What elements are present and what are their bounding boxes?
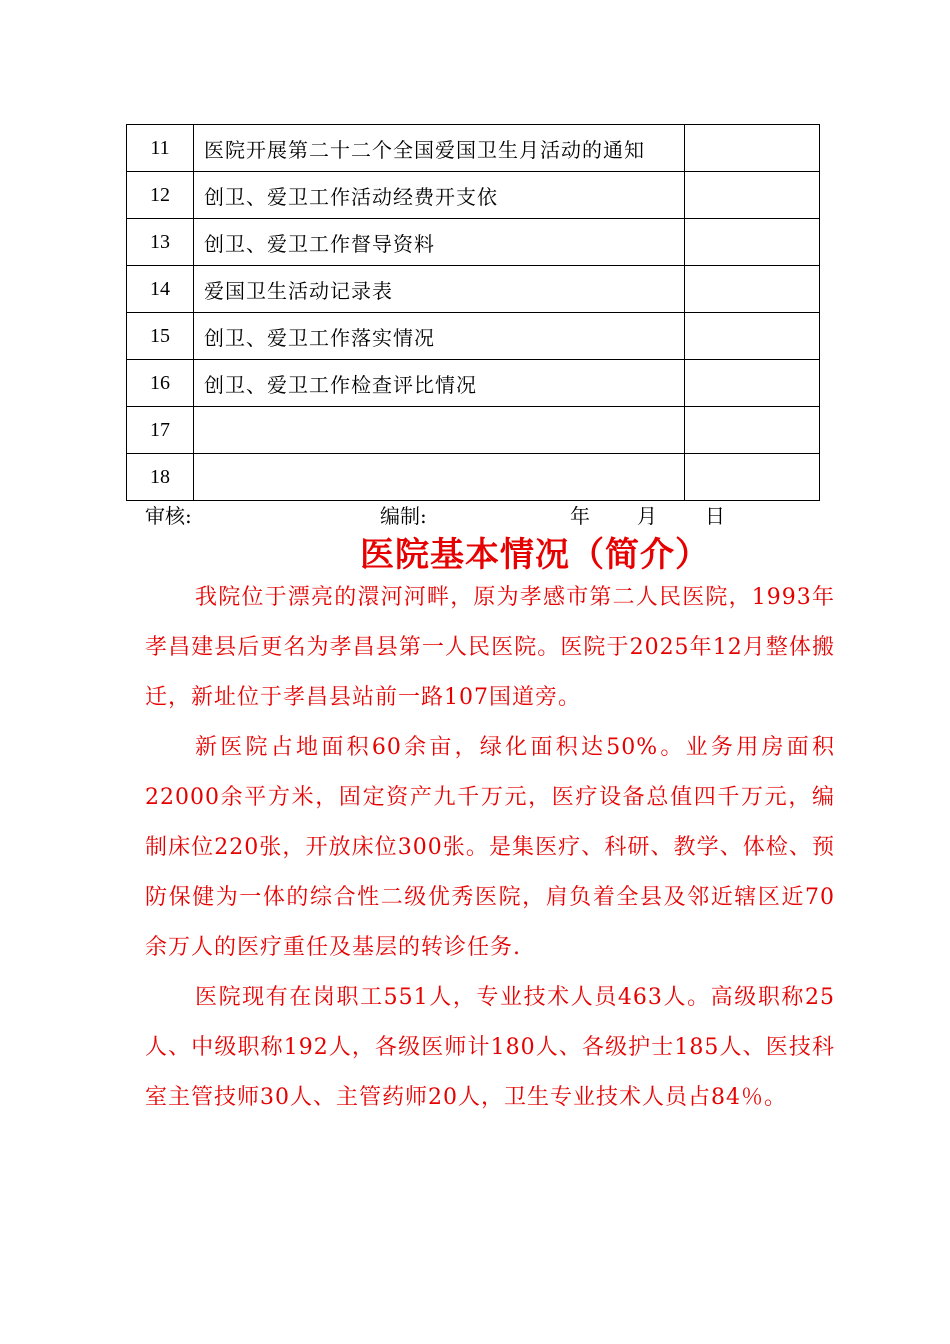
- row-item: 创卫、爱卫工作检查评比情况: [194, 360, 685, 407]
- row-number: 15: [127, 313, 194, 360]
- row-number: 13: [127, 219, 194, 266]
- intro-title: 医院基本情况（简介）: [360, 535, 710, 575]
- row-item: 创卫、爱卫工作督导资料: [194, 219, 685, 266]
- table-row: [127, 266, 820, 313]
- row-note: [685, 313, 820, 360]
- row-item: [194, 407, 685, 454]
- row-item: [194, 454, 685, 501]
- table-row: [127, 360, 820, 407]
- intro-paragraph: 医院现有在岗职工551人，专业技术人员463人。高级职称25人、中级职称192人，各级医师计180人、各级护士185人、医技科室主管技师30人、主管药师20人，卫生专业技术人员占84％。: [145, 985, 835, 1110]
- row-note: [685, 172, 820, 219]
- intro-paragraph: 新医院占地面积60余亩，绿化面积达50%。业务用房面积22000余平方米，固定资产九千万元，医疗设备总值四千万元，编制床位220张，开放床位300张。是集医疗、科研、教学、体检、预防保健为一体的综合性二级优秀医院，肩负着全县及邻近辖区近70余万人的医疗重任及基层的转诊任务.: [145, 735, 835, 960]
- document-table: [126, 124, 820, 501]
- table-row: [127, 172, 820, 219]
- table-row: [127, 407, 820, 454]
- row-number: 16: [127, 360, 194, 407]
- row-number: 14: [127, 266, 194, 313]
- intro-body: [145, 573, 835, 1123]
- row-note: [685, 266, 820, 313]
- row-note: [685, 219, 820, 266]
- intro-paragraph: 我院位于漂亮的澴河河畔，原为孝感市第二人民医院，1993年孝昌建县后更名为孝昌县第一人民医院。医院于2025年12月整体搬迁，新址位于孝昌县站前一路107国道旁。: [145, 585, 835, 710]
- month-label: 月: [637, 504, 657, 528]
- row-number: 11: [127, 125, 194, 172]
- row-number: 18: [127, 454, 194, 501]
- row-item: 创卫、爱卫工作活动经费开支依: [194, 172, 685, 219]
- row-number: 12: [127, 172, 194, 219]
- table-row: [127, 454, 820, 501]
- review-label: 审核:: [145, 504, 192, 528]
- day-label: 日: [705, 504, 725, 528]
- compile-label: 编制:: [380, 504, 427, 528]
- row-item: 医院开展第二十二个全国爱国卫生月活动的通知: [194, 125, 685, 172]
- row-item: 创卫、爱卫工作落实情况: [194, 313, 685, 360]
- table-row: [127, 219, 820, 266]
- table-row: [127, 313, 820, 360]
- table-row: [127, 125, 820, 172]
- row-note: [685, 407, 820, 454]
- year-label: 年: [570, 504, 590, 528]
- row-note: [685, 454, 820, 501]
- row-number: 17: [127, 407, 194, 454]
- row-item: 爱国卫生活动记录表: [194, 266, 685, 313]
- row-note: [685, 360, 820, 407]
- row-note: [685, 125, 820, 172]
